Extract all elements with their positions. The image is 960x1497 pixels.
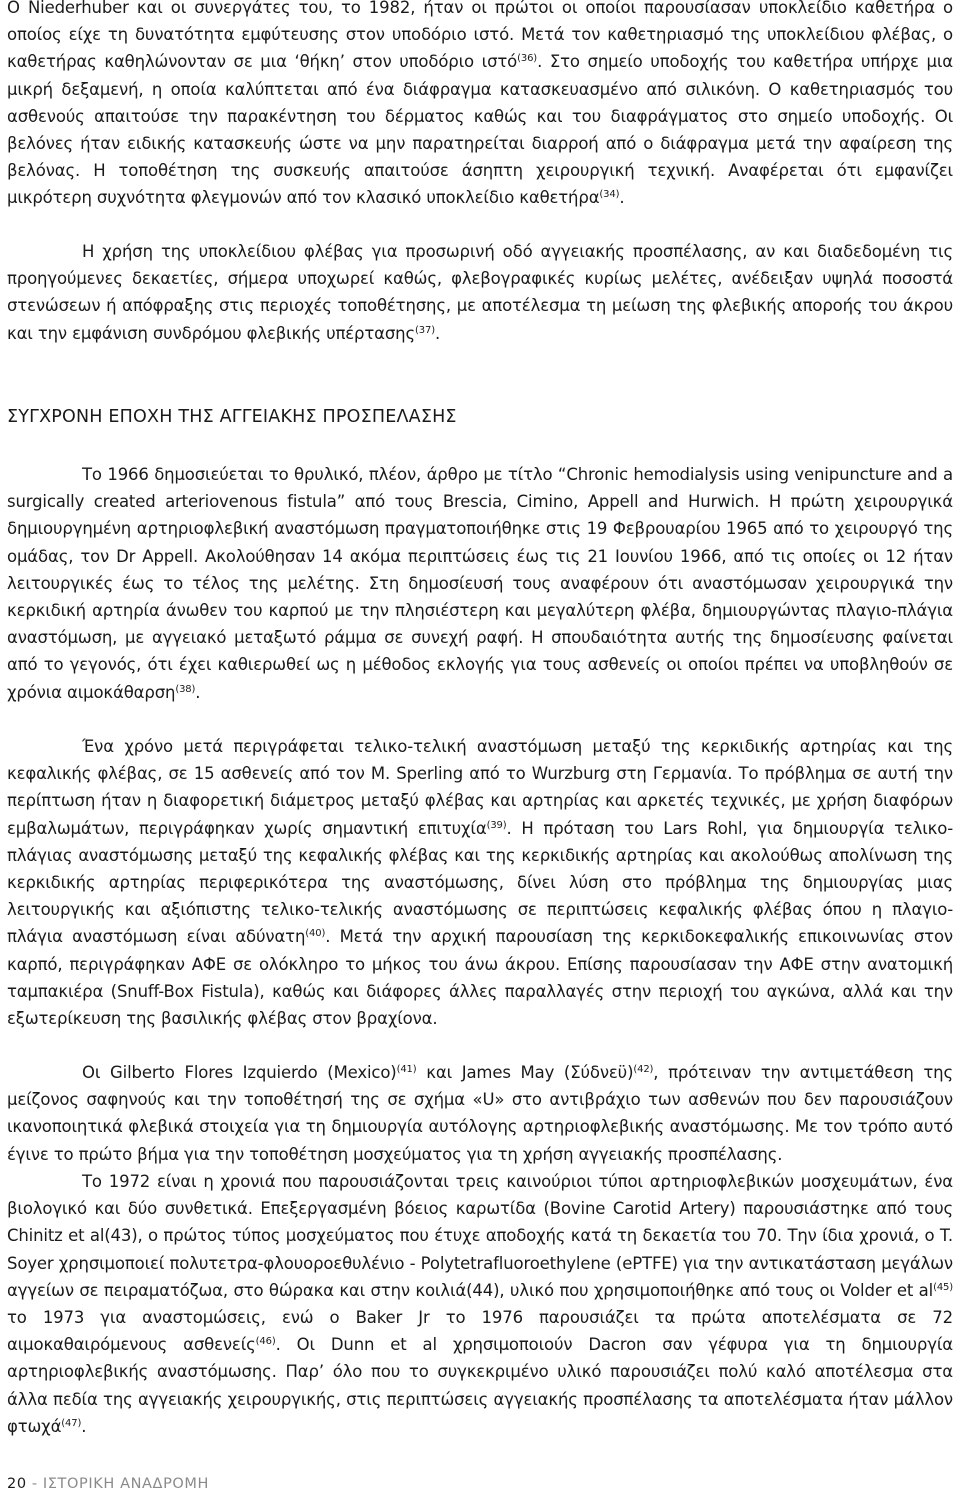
- text-segment: .: [619, 188, 625, 208]
- footer-section-title: ΙΣΤΟΡΙΚΗ ΑΝΑΔΡΟΜΗ: [42, 1476, 210, 1492]
- paragraph-sperling: [7, 733, 953, 1032]
- text-segment: , πρότειναν την αντιμετάθεση της μείζονος σαφηνούς και την τοποθέτησή της σε σχήμα «U» στο αντιβράχιο των ασθενών που δεν παρουσιάζουν ικανοποιητικά φλεβικά στοιχεία για τη δημιουργία αυτόλογης αρτηριοφλεβικής αναστόμωσης. Με τον τρόπο αυτό έγινε το πρώτο βήμα για την τοποθέτηση μοσχεύματος για τη χρήση αγγειακής προσπέλασης.: [7, 1063, 953, 1164]
- citation-reference: (39): [486, 819, 507, 831]
- paragraph-subclavian-use: [7, 238, 953, 347]
- text-segment: .: [195, 682, 201, 702]
- text-segment: Η χρήση της υποκλείδιου φλέβας για προσωρινή οδό αγγειακής προσπέλασης, αν και διαδεδομένη τις προηγούμενες δεκαετίες, σήμερα υποχωρεί καθώς, φλεβογραφικές κυρίως μελέτες, ανέδειξαν υψηλά ποσοστά στενώσεων ή απόφραξης στις περιοχές τοποθέτησης, με αποτέλεσμα τη μείωση της φλεβικής αποροής του άκρου και την εμφάνιση συνδρόμου φλεβικής υπέρτασης: [7, 242, 953, 343]
- text-segment: Το 1972 είναι η χρονιά που παρουσιάζονται τρεις καινούριοι τύποι αρτηριοφλεβικών μοσχευμάτων, ένα βιολογικό και δύο συνθετικά. Επεξεργασμένη βόειος καρωτίδα (Bovine Carotid Artery) παρουσιάστηκε από τους Chinitz et al(43), ο πρώτος τύπος μοσχεύματος που έτυχε αποδοχής κατά τη δεκαετία του 70. Την ίδια χρονιά, ο T. Soyer χρησιμοποιεί πολυτετρα-φλουοροεθυλένιο - Polytetrafluoroethylene (ePTFE) για την αντικατάσταση μεγάλων αγγείων σε πειραματόζωα, στο θώρακα και στην κοιλιά(44), υλικό που χρησιμοποιήθηκε από τους οι Volder et al: [7, 1172, 953, 1300]
- page-number: 20: [7, 1476, 27, 1492]
- citation-reference: (47): [61, 1417, 82, 1429]
- text-segment: Το 1966 δημοσιεύεται το θρυλικό, πλέον, άρθρο με τίτλο “Chronic hemodialysis using venipuncture and a surgically created arteriovenous fistula” από τους Brescia, Cimino, Appell and Hurwich. Η πρώτη χειρουργικά δημιουργημένη αρτηριοφλεβική αναστόμωση πραγματοποιήθηκε στις 19 Φεβρουαρίου 1965 από το χειρουργό της ομάδας, τον Dr Appell. Ακολούθησαν 14 ακόμα περιπτώσεις έως τις 21 Ιουνίου 1966, από τις οποίες οι 12 ήταν λειτουργικές έως το τέλος της μελέτης. Στη δημοσίευσή τους αναφέρουν ότι αναστόμωσαν χειρουργικά την κερκιδική αρτηρία άνωθεν του καρπού με την πλησιέστερη και μεγαλύτερη φλέβα, δημιουργώντας πλαγιο-πλάγια αναστόμωση, με αγγειακό μεταξωτό ράμμα σε συνεχή ραφή. Η σπουδαιότητα αυτής της δημοσίευσης φαίνεται από το γεγονός, ότι έχει καθιερωθεί ως η μέθοδος εκλογής για τους ασθενείς οι οποίοι πρέπει να υποβληθούν σε χρόνια αιμοκάθαρση: [7, 465, 953, 702]
- text-segment: . Στο σημείο υποδοχής του καθετήρα υπήρχε μια μικρή δεξαμενή, η οποία καλύπτεται από ένα διάφραγμα κατασκευασμένο από σιλικόνη. Ο καθετηριασμός του ασθενούς απαιτούσε την παρακέντηση του δέρματος καθώς και του διαφράγματος στο σημείο υποδοχής. Οι βελόνες ήταν ειδικής κατασκευής ώστε να μην παρατηρείται διαρροή από ο διάφραγμα μετά την αφαίρεση της βελόνας. Η τοποθέτηση της συσκευής απαιτούσε άσηπτη χειρουργική τεχνική. Αναφέρεται ότι εμφανίζει μικρότερη συχνότητα φλεγμονών από τον κλασικό υποκλείδιο καθετήρα: [7, 52, 953, 208]
- citation-reference: (46): [255, 1336, 276, 1348]
- section-heading: ΣΥΓΧΡΟΝΗ ΕΠΟΧΗ ΤΗΣ ΑΓΓΕΙΑΚΗΣ ΠΡΟΣΠΕΛΑΣΗΣ: [7, 407, 457, 427]
- text-segment: Ένα χρόνο μετά περιγράφεται τελικο-τελική αναστόμωση μεταξύ της κερκιδικής αρτηρίας και της κεφαλικής φλέβας, σε 15 ασθενείς από τον M. Sperling από το Wurzburg στη Γερμανία. Το πρόβλημα σε αυτή την περίπτωση ήταν η διαφορετική διάμετρος μεταξύ φλέβας και αρτηρίας και αρκετές τεχνικές, με χρήση διαφόρων εμβαλωμάτων, περιγράφηκαν χωρίς σημαντική επιτυχία: [7, 737, 953, 838]
- page-footer: [7, 1475, 209, 1493]
- text-segment: . Η πρόταση του Lars Rohl, για δημιουργία τελικο-πλάγιας αναστόμωσης μεταξύ της κεφαλικής φλέβας και της κερκιδικής αρτηρίας και ακολούθως απολίνωση της κερκιδικής αρτηρίας περιφερικότερα της αναστόμωσης, δίνει λύση στο πρόβλημα της δημιουργίας μιας λειτουργικής και αξιόπιστης τελικο-τελικής αναστόμωσης σε περιπτώσεις κεφαλικής φλέβας όπου η πλαγιο-πλάγια αναστόμωση είναι αδύνατη: [7, 818, 954, 947]
- citation-reference: (40): [305, 928, 326, 940]
- citation-reference: (37): [415, 324, 435, 336]
- paragraph-grafts-1972: [7, 1168, 953, 1440]
- citation-reference: (42): [633, 1064, 654, 1075]
- text-segment: . Μετά την αρχική παρουσίαση της κερκιδοκεφαλικής επικοινωνίας στον καρπό, περιγράφηκαν ΑΦΕ σε ολόκληρο το μήκος του άνω άκρου. Επίσης παρουσίασαν την ΑΦΕ στην ανατομική ταμπακιέρα (Snuff-Box Fistula), καθώς και διάφορες άλλες παραλλαγές στην περιοχή του αγκώνα, αλλά και την εξωτερίκευση της βασιλικής φλέβας στον βραχίονα.: [7, 927, 953, 1029]
- citation-reference: (34): [599, 189, 620, 201]
- paragraph-niederhuber: [7, 0, 953, 212]
- footer-separator: -: [26, 1476, 43, 1492]
- text-segment: Οι Gilberto Flores Izquierdo (Mexico): [82, 1063, 397, 1082]
- text-segment: το 1973 για αναστομώσεις, ενώ ο Baker Jr το 1976 παρουσιάζει τα πρώτα αποτελέσματα σε 72 αιμοκαθαιρόμενους ασθενείς: [7, 1308, 953, 1355]
- citation-reference: (41): [396, 1064, 417, 1075]
- citation-reference: (36): [517, 53, 538, 65]
- text-segment: .: [81, 1416, 87, 1436]
- citation-reference: (45): [933, 1281, 953, 1293]
- text-segment: .: [434, 323, 441, 343]
- text-segment: Ο Niederhuber και οι συνεργάτες του, το 1982, ήταν οι πρώτοι οι οποίοι παρουσίασαν υποκλείδιο καθετήρα ο οποίος είχε τη δυνατότητα εμφύτευσης στον υποδόριο ιστό. Μετά τον καθετηριασμό της υποκλείδιου φλέβας, ο καθετήρας καθηλώνονταν σε μια ‘θήκη’ στον υποδόριο ιστό: [7, 0, 953, 72]
- citation-reference: (38): [175, 683, 196, 695]
- paragraph-saphenous: [7, 1059, 953, 1168]
- text-segment: και James May (Σύδνεϋ): [416, 1063, 634, 1082]
- paragraph-brescia-cimino: [7, 461, 953, 706]
- text-segment: . Οι Dunn et al χρησιμοποιούν Dacron σαν γέφυρα για τη δημιουργία αρτηριοφλεβικής αναστόμωσης. Παρ’ όλο που το συγκεκριμένο υλικό παρουσιάζει πολύ καλό αποτέλεσμα στα άλλα πεδία της αγγειακής χειρουργικής, στις περιπτώσεις αγγειακής προσπέλασης τα αποτελέσματα ήταν μάλλον φτωχά: [7, 1335, 953, 1436]
